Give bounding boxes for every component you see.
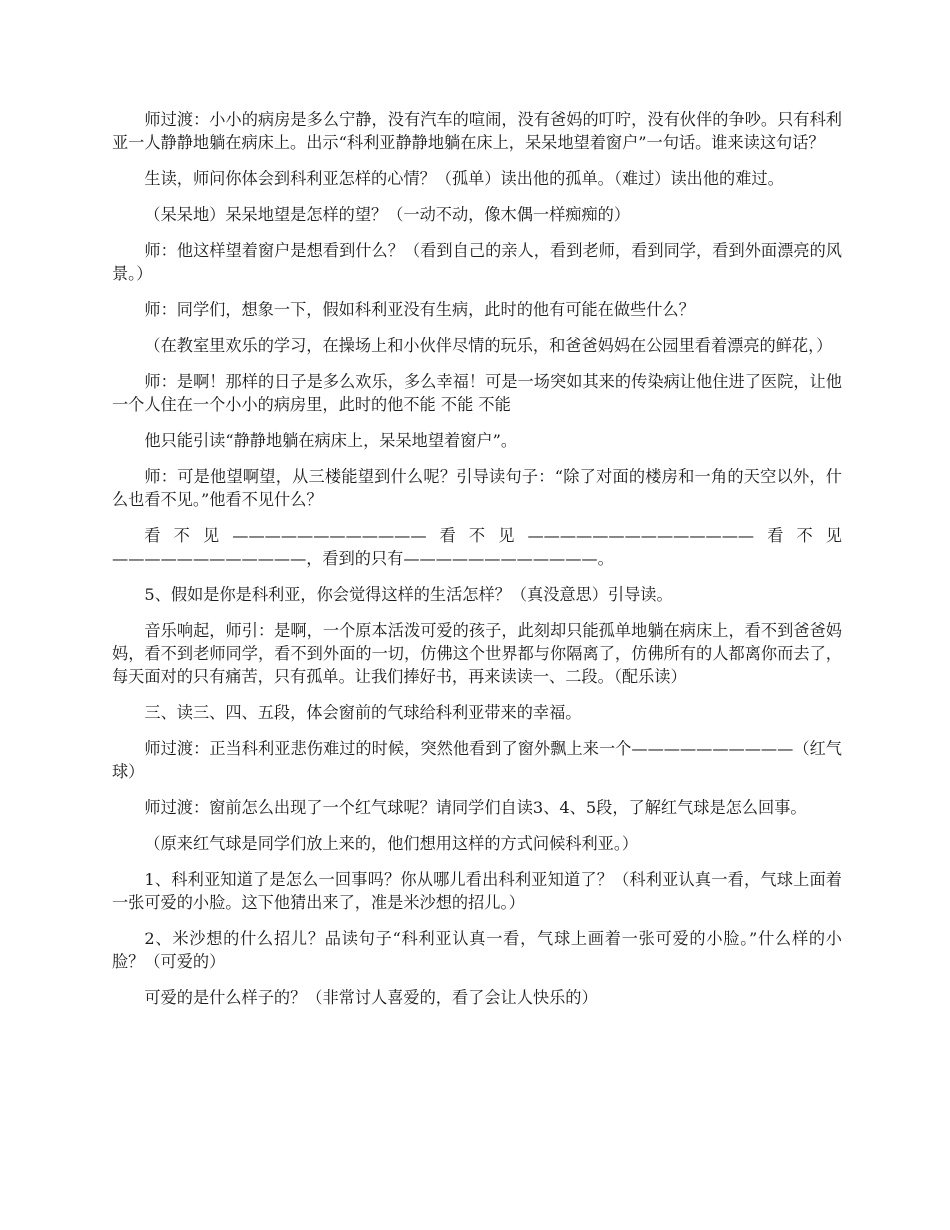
paragraph: 师过渡：小小的病房是多么宁静，没有汽车的喧闹，没有爸妈的叮咛，没有伙伴的争吵。只有科利亚一人静静地躺在病床上。出示“科利亚静静地躺在床上，呆呆地望着窗户”一句话。谁来读这句话？	[112, 110, 842, 152]
paragraph: 看不见————————————看不见——————————————看不见————————————，看到的只有————————————。	[112, 526, 842, 568]
paragraph: （呆呆地）呆呆地望是怎样的望？（一动不动，像木偶一样痴痴的）	[144, 205, 631, 224]
paragraph: 音乐响起，师引：是啊，一个原本活泼可爱的孩子，此刻却只能孤单地躺在病床上，看不到爸爸妈妈，看不到老师同学，看不到外面的一切，仿佛这个世界都与你隔离了，仿佛所有的人都离你而去了，每天面对的只有痛苦，只有孤单。让我们捧好书，再来读读一、二段。（配乐读）	[112, 621, 842, 686]
paragraph: 师：他这样望着窗户是想看到什么？（看到自己的亲人，看到老师，看到同学，看到外面漂亮的风景。）	[112, 241, 842, 283]
paragraph: 师过渡：正当科利亚悲伤难过的时候，突然他看到了窗外飘上来一个——————————（红气球）	[112, 739, 842, 781]
paragraph: 师：可是他望啊望，从三楼能望到什么呢？引导读句子：“除了对面的楼房和一角的天空以外，什么也看不见。”他看不见什么？	[112, 467, 842, 509]
paragraph: （原来红气球是同学们放上来的，他们想用这样的方式问候科利亚。）	[144, 834, 639, 853]
paragraph: 师过渡：窗前怎么出现了一个红气球呢？请同学们自读3、4、5段，了解红气球是怎么回事。	[144, 798, 807, 817]
paragraph: （在教室里欢乐的学习，在操场上和小伙伴尽情的玩乐，和爸爸妈妈在公园里看着漂亮的鲜花，）	[144, 336, 833, 355]
section-heading: 三、读三、四、五段，体会窗前的气球给科利亚带来的幸福。	[144, 703, 582, 722]
paragraph: 1、科利亚知道了是怎么一回事吗？你从哪儿看出科利亚知道了？（科利亚认真一看，气球上面着一张可爱的小脸。这下他猜出来了，准是米沙想的招儿。）	[112, 870, 842, 912]
paragraph: 他只能引读“静静地躺在病床上，呆呆地望着窗户”。	[144, 431, 518, 450]
document-body	[112, 108, 842, 1022]
paragraph: 师：同学们，想象一下，假如科利亚没有生病，此时的他有可能在做些什么？	[144, 300, 695, 319]
paragraph: 5、假如是你是科利亚，你会觉得这样的生活怎样？（真没意思）引导读。	[144, 585, 673, 604]
paragraph: 生读，师问你体会到科利亚怎样的心情？（孤单）读出他的孤单。（难过）读出他的难过。	[144, 169, 784, 188]
paragraph: 可爱的是什么样子的？（非常讨人喜爱的，看了会让人快乐的）	[144, 988, 598, 1007]
paragraph: 师：是啊！那样的日子是多么欢乐，多么幸福！可是一场突如其来的传染病让他住进了医院，让他一个人住在一个小小的病房里，此时的他不能 不能 不能	[112, 372, 842, 414]
paragraph: 2、米沙想的什么招儿？品读句子“科利亚认真一看，气球上画着一张可爱的小脸。”什么样的小脸？（可爱的）	[112, 929, 842, 971]
